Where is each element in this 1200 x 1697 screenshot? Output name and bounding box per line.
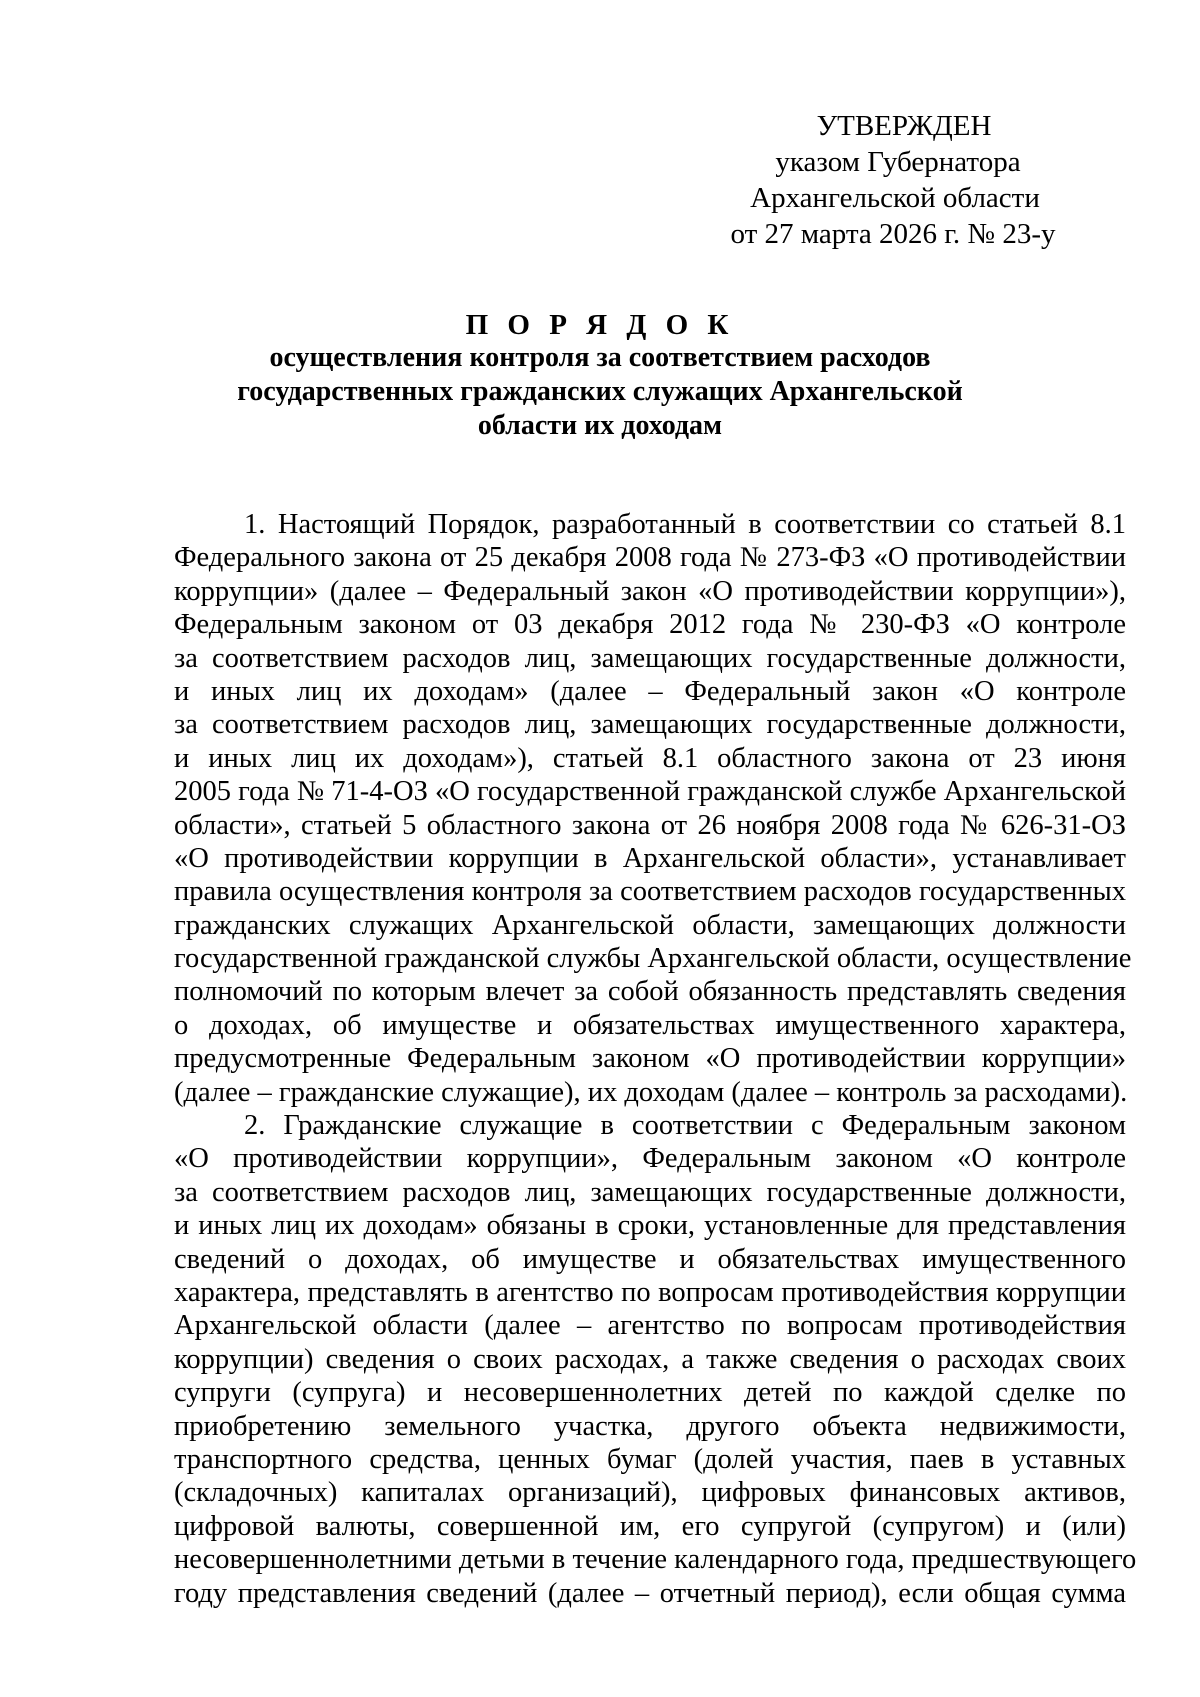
paragraph-line: 2005 года № 71-4-ОЗ «О государственной гражданской службе Архангельской [174, 776, 1126, 808]
document-body [174, 508, 1137, 1610]
paragraph-line: «О противодействии коррупции», Федеральным законом «О контроле [174, 1143, 1126, 1175]
paragraph-line: гражданских служащих Архангельской области, замещающих должности [174, 909, 1126, 941]
paragraph-line: Федеральным законом от 03 декабря 2012 года № 230-ФЗ «О контроле [174, 609, 1126, 641]
paragraph-line: несовершеннолетними детьми в течение календарного года, предшествующего [174, 1544, 1137, 1576]
paragraph-line: области», статьей 5 областного закона от 26 ноября 2008 года № 626-31-ОЗ [174, 809, 1126, 841]
paragraph-line: приобретению земельного участка, другого объекта недвижимости, [174, 1410, 1126, 1442]
paragraph-line: Архангельской области (далее – агентство по вопросам противодействия [174, 1310, 1126, 1342]
paragraph-line: году представления сведений (далее – отчетный период), если общая сумма [174, 1577, 1126, 1609]
paragraph-line: 2. Гражданские служащие в соответствии с Федеральным законом [244, 1110, 1126, 1142]
paragraph-line: правила осуществления контроля за соответствием расходов государственных [174, 876, 1126, 908]
paragraph-line: коррупции» (далее – Федеральный закон «О противодействии коррупции»), [174, 575, 1126, 607]
paragraph-line: и иных лиц их доходам» (далее – Федеральный закон «О контроле [174, 675, 1126, 707]
paragraph-line: за соответствием расходов лиц, замещающих государственные должности, [174, 709, 1126, 741]
paragraph-1 [174, 508, 1132, 1109]
paragraph-line: Федерального закона от 25 декабря 2008 года № 273-ФЗ «О противодействии [174, 542, 1126, 574]
paragraph-line: коррупции) сведения о своих расходах, а также сведения о расходах своих [174, 1343, 1126, 1375]
paragraph-line: транспортного средства, ценных бумаг (долей участия, паев в уставных [174, 1443, 1126, 1475]
subtitle-line: государственных гражданских служащих Архангельской [237, 376, 963, 407]
paragraph-line: государственной гражданской службы Архангельской области, осуществление [174, 943, 1132, 975]
document-subtitle [170, 341, 1030, 443]
approval-status: УТВЕРЖДЕН [816, 110, 992, 142]
paragraph-line: и иных лиц их доходам» обязаны в сроки, установленные для представления [174, 1210, 1126, 1242]
approval-region: Архангельской области [750, 182, 1040, 214]
paragraph-line: цифровой валюты, совершенной им, его супругой (супругом) и (или) [174, 1510, 1126, 1542]
paragraph-2 [174, 1109, 1137, 1610]
paragraph-line: предусмотренные Федеральным законом «О противодействии коррупции» [174, 1043, 1126, 1075]
paragraph-line: «О противодействии коррупции в Архангельской области», устанавливает [174, 842, 1126, 874]
paragraph-line: за соответствием расходов лиц, замещающих государственные должности, [174, 642, 1126, 674]
paragraph-line: супруги (супруга) и несовершеннолетних детей по каждой сделке по [174, 1377, 1126, 1409]
paragraph-line: сведений о доходах, об имуществе и обязательствах имущественного [174, 1243, 1126, 1275]
paragraph-line: и иных лиц их доходам»), статьей 8.1 областного закона от 23 июня [174, 742, 1126, 774]
paragraph-line: характера, представлять в агентство по вопросам противодействия коррупции [174, 1276, 1126, 1308]
paragraph-line: (складочных) капиталах организаций), цифровых финансовых активов, [174, 1477, 1126, 1509]
paragraph-line: о доходах, об имуществе и обязательствах имущественного характера, [174, 1009, 1126, 1041]
approval-date-number: от 27 марта 2026 г. № 23-у [730, 218, 1056, 250]
document-title: П О Р Я Д О К [465, 309, 735, 341]
paragraph-line: 1. Настоящий Порядок, разработанный в соответствии со статьей 8.1 [244, 509, 1126, 540]
paragraph-line: за соответствием расходов лиц, замещающих государственные должности, [174, 1176, 1126, 1208]
approval-issuer: указом Губернатора [775, 146, 1021, 178]
paragraph-line: (далее – гражданские служащие), их доходам (далее – контроль за расходами). [174, 1076, 1128, 1108]
approval-stamp [720, 108, 1080, 252]
subtitle-line: осуществления контроля за соответствием расходов [269, 342, 931, 373]
paragraph-line: полномочий по которым влечет за собой обязанность представлять сведения [174, 976, 1126, 1008]
subtitle-line: области их доходам [477, 410, 723, 441]
